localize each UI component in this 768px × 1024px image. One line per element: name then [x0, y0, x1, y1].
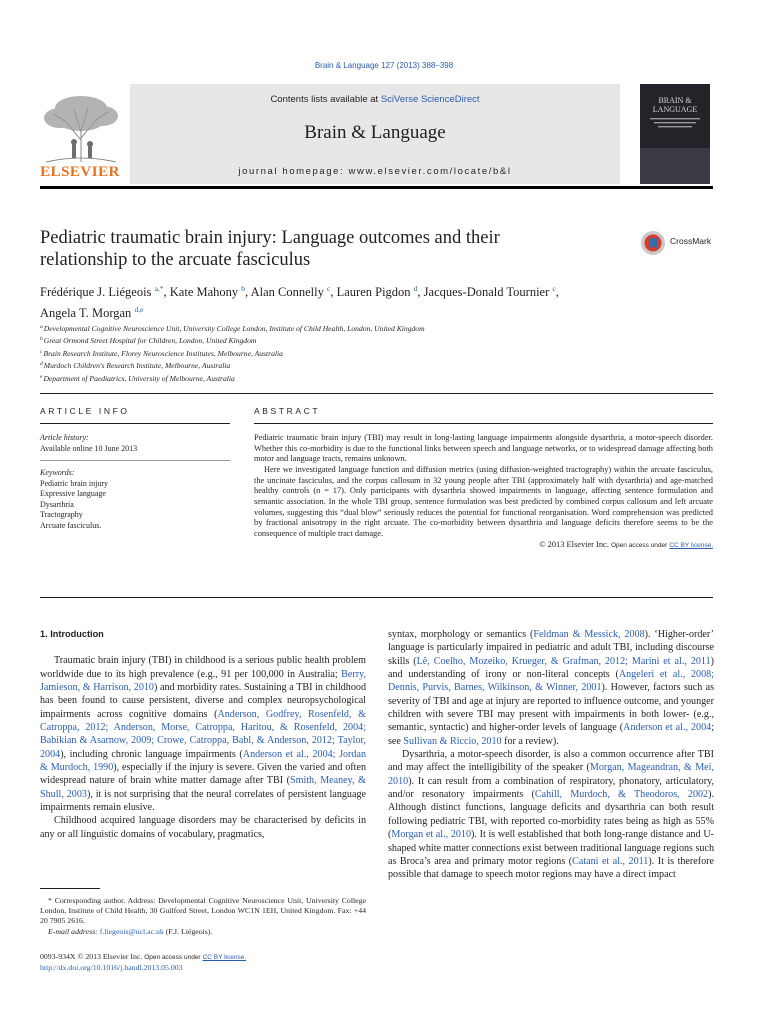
citation-link[interactable]: Anderson et al., 2004 [623, 722, 712, 734]
crossmark-icon [640, 230, 666, 256]
body-text: ), it is not surprising that the neural correlates of persistent language impairments remain elusive. [40, 788, 366, 814]
abstract-paragraph: Here we investigated language function and diffusion metrics (using diffusion-weighted tractography) within the arcuate fasciculus, the uncinate fasciculus, and the corpus callosum in 32 young people after TBI (approximately half with dysarthria) and age-matched healthy controls (n = 17). Only participants with dysarthria showed impairments in language, affecting sentence formulation and semantic association. In the whole TBI group, sentence formulation was best predicted by combined corpus callosum and left arcuate volumes, suggesting this “dual blow” seriously reduces the potential for functional reorganisation. Word comprehension was predicted by fractional anisotropy in the right arcuate. The co-morbidity between dysarthria and language deficits therefore seems to be the consequence of multiple tract damage. [254, 464, 713, 538]
citation-link[interactable]: Catani et al., 2011 [572, 855, 649, 867]
contents-availability [130, 94, 620, 105]
author [424, 285, 559, 299]
author-affiliation-mark[interactable]: c [552, 284, 556, 293]
affiliation-text: Department of Paediatrics, University of Melbourne, Australia [43, 373, 235, 383]
author-affiliation-mark[interactable]: c [327, 284, 331, 293]
article-history [40, 433, 220, 454]
keyword: Arcuate fasciculus. [40, 520, 102, 530]
body-text: Dysarthria, a motor-speech disorder, is also a common occurrence after TBI and may affect the intelligibility of the speaker ( [388, 749, 714, 774]
keyword: Dysarthria [40, 499, 74, 509]
author-name: Lauren Pigdon [336, 285, 411, 299]
author-affiliation-mark[interactable]: d,e [134, 305, 144, 314]
issn-block [40, 952, 380, 974]
crossmark-badge[interactable] [640, 230, 720, 254]
citation-link[interactable]: Morgan et al., 2010 [391, 829, 472, 841]
affiliation [40, 322, 720, 334]
cc-by-license-link[interactable]: CC BY license. [669, 541, 713, 549]
author [40, 285, 170, 299]
email-line [40, 927, 366, 937]
cover-subtitle-lines [648, 116, 702, 134]
author [251, 285, 337, 299]
journal-title: Brain & Language [304, 122, 446, 143]
doi-link[interactable]: http://dx.doi.org/10.1016/j.bandl.2013.05.003 [40, 963, 183, 973]
article-info-rule [40, 423, 230, 424]
abstract-copyright [254, 540, 713, 552]
history-label: Article history: [40, 433, 89, 442]
journal-cover-thumbnail [640, 84, 710, 184]
affiliation [40, 334, 720, 346]
author-separator: , [417, 285, 424, 299]
cover-title-line1: BRAIN & [658, 96, 692, 105]
keywords-label: Keywords: [40, 468, 75, 477]
corresponding-author-footnote [40, 896, 366, 937]
body-text: ). It is well established that both long-range distance and U-shaped white matter connections exist between traditional language regions such as Broca’s area and primary motor regions ( [388, 829, 714, 867]
citation-link[interactable]: Morgan, Mageandran, & Mei, 2010 [388, 762, 714, 787]
footnote-rule [40, 888, 100, 889]
author-name: Jacques-Donald Tournier [423, 285, 550, 299]
affiliation-mark: c [40, 348, 43, 355]
body-text: ). ‘Higher-order’ language is particularly impaired in pediatric and adult TBI, including discourse skills ( [388, 629, 714, 667]
cover-band [640, 148, 710, 184]
header-rule [40, 186, 713, 189]
author [170, 285, 251, 299]
affiliation-mark: a [40, 324, 43, 330]
citation-link[interactable]: Feldman & Messick, 2008 [533, 629, 645, 640]
article-title: Pediatric traumatic brain injury: Language outcomes and their relationship to the arcuate fasciculus [40, 228, 500, 270]
affiliation [40, 359, 720, 371]
sciencedirect-link[interactable]: SciVerse ScienceDirect [380, 94, 480, 105]
issn-line [40, 952, 380, 963]
affiliation-text: Great Ormond Street Hospital for Children, London, United Kingdom [43, 336, 257, 346]
contents-prefix: Contents lists available at [270, 94, 381, 105]
citation-link[interactable]: Anderson, Godfrey, Rosenfeld, & Catroppa, 2012; Anderson, Morse, Catroppa, Haritou, & Rosenfeld, 2004; Babikian & Asarnow, 2009; Crowe, Catroppa, Babl, & Anderson, 2012; Taylor, 2004 [40, 708, 366, 760]
citation-link[interactable]: Sullivan & Riccio, 2010 [403, 735, 502, 747]
article-info-heading: ARTICLE INFO [40, 406, 130, 416]
history-value: Available online 10 June 2013 [40, 443, 138, 453]
keyword: Pediatric brain injury [40, 478, 108, 488]
affiliations-rule [40, 393, 713, 394]
keyword: Tractography [40, 510, 83, 519]
body-text: ; see [388, 722, 714, 747]
keywords-block [40, 468, 220, 531]
author-separator: , [555, 285, 559, 299]
body-paragraph [40, 654, 366, 814]
body-text: ). It is therefore possible that damage to speech motor regions may have a direct impact [388, 855, 714, 881]
affiliation-text: Developmental Cognitive Neuroscience Unit, University College London, Institute of Child Health, London, United Kingdom [43, 324, 425, 333]
citation-link[interactable]: Lê, Coelho, Mozeiko, Krueger, & Grafman, 2012; Marini et al., 2011 [416, 655, 711, 667]
body-text: ), including chronic language impairments ( [60, 748, 243, 760]
cover-title-line2: LANGUAGE [652, 105, 698, 114]
body-text: ) and morbidity rates. Sustaining a TBI in childhood has been found to cause persistent, diverse and complex neuropsychological impairments across cognitive domains ( [40, 682, 366, 720]
journal-citation[interactable]: Brain & Language 127 (2013) 388–398 [314, 61, 454, 70]
citation-link[interactable]: Angeleri et al., 2008; Dennis, Purvis, Barnes, Wilkinson, & Winner, 2001 [388, 669, 714, 694]
journal-header-box [130, 84, 620, 184]
body-text: ). It can result from a combination of respiratory, phonatory, articulatory, and/or resonatory impairments ( [388, 775, 714, 801]
keyword: Expressive language [40, 489, 106, 498]
body-text: ) and understanding of irony or non-literal concepts ( [388, 655, 715, 681]
body-text: for a review). [501, 735, 559, 747]
affiliation [40, 372, 720, 384]
body-text: ). Although distinct functions, language deficits and dysarthria can both result following pediatric TBI, with reported co-morbidity rates being as high as 55% ( [388, 789, 714, 841]
author-separator: , [163, 285, 170, 299]
abstract-text [254, 433, 713, 551]
citation-link[interactable]: Anderson et al., 2004; Jordan & Murdoch, 1990 [40, 748, 366, 774]
crossmark-label: CrossMark [670, 236, 712, 246]
body-text: Traumatic brain injury (TBI) in childhood is a serious public health problem worldwide due to its high prevalence (e.g., 91 per 100,000 in Australia; [40, 655, 366, 680]
affiliation-text: Murdoch Children's Research Institute, Melbourne, Australia [43, 361, 231, 371]
corresponding-address: * Corresponding author. Address: Developmental Cognitive Neuroscience Unit, University College London, Institute of Child Health, 30 Guilford Street, London WC1N 1EH, United Kingdom. Fax: +44 20 7905 2616. [40, 896, 366, 926]
body-text: ). However, factors such as severity of TBI and age at injury are reported to influence outcome, and younger children with severe TBI may present with impairments in both lower- (e.g., semantic, syntactic) and higher-order levels of language ( [388, 682, 715, 734]
history-rule [40, 460, 230, 461]
email-label: E-mail address: [48, 926, 98, 936]
author-name: Angela T. Morgan [40, 306, 132, 320]
abstract-bottom-rule [40, 597, 713, 598]
author [40, 306, 143, 320]
abstract-paragraph: Pediatric traumatic brain injury (TBI) may result in long-lasting language impairments alongside dysarthria, a motor-speech disorder. Whether this co-morbidity is due to the functional links between speech and language networks, or to widespread damage affecting both motor and language tracts, remains unknown. [254, 433, 713, 464]
affiliation [40, 347, 720, 359]
elsevier-wordmark: ELSEVIER [40, 164, 120, 180]
author [337, 285, 424, 299]
affiliation-mark: b [40, 336, 43, 343]
cc-by-license-link[interactable]: CC BY license. [202, 954, 247, 961]
author-name: Kate Mahony [169, 285, 239, 299]
citation-link[interactable]: Cahill, Murdoch, & Theodoros, 2002 [534, 789, 709, 801]
body-paragraph [388, 628, 714, 748]
affiliation-mark: e [40, 373, 43, 380]
abstract-heading: ABSTRACT [254, 406, 321, 416]
open-access-text: Open access under [144, 954, 201, 961]
affiliation-mark: d [40, 361, 43, 368]
affiliation-text: Brain Research Institute, Florey Neuroscience Institutes, Melbourne, Australia [43, 348, 283, 358]
journal-homepage[interactable]: journal homepage: www.elsevier.com/locate/b&l [238, 166, 512, 177]
email-link[interactable]: f.liegeois@ucl.ac.uk [99, 926, 164, 936]
body-left-column [40, 628, 366, 841]
author-name: Alan Connelly [250, 285, 324, 299]
body-right-column [388, 628, 714, 882]
email-suffix: (F.J. Liégeois). [165, 926, 213, 936]
affiliation-list [40, 322, 720, 384]
body-paragraph: Childhood acquired language disorders may be characterised by deficits in any or all linguistic domains of vocabulary, pragmatics, [40, 815, 366, 840]
citation-link[interactable]: Berry, Jamieson, & Harrison, 2010 [40, 668, 366, 694]
author-name: Frédérique J. Liégeois [40, 285, 152, 299]
author-list [40, 280, 720, 322]
open-access-text: Open access under [610, 541, 668, 549]
citation-link[interactable]: Smith, Meaney, & Shull, 2003 [40, 775, 366, 800]
issn-text: 0093-934X © 2013 Elsevier Inc. [40, 952, 143, 961]
section-heading: 1. Introduction [40, 629, 104, 639]
cover-title [640, 96, 710, 114]
author-affiliation-mark[interactable]: d [413, 284, 418, 293]
author-separator: , [245, 285, 251, 299]
author-affiliation-mark[interactable]: a,* [154, 284, 164, 293]
abstract-rule [254, 423, 713, 424]
author-separator: , [330, 285, 337, 299]
body-paragraph [388, 748, 714, 881]
copyright-text: © 2013 Elsevier Inc. [539, 539, 609, 549]
author-affiliation-mark[interactable]: b [241, 284, 246, 293]
body-text: ), especially if the injury is severe. Given the varied and often widespread nature of brain white matter damage after TBI ( [40, 762, 366, 787]
body-text: syntax, morphology or semantics ( [388, 629, 534, 640]
